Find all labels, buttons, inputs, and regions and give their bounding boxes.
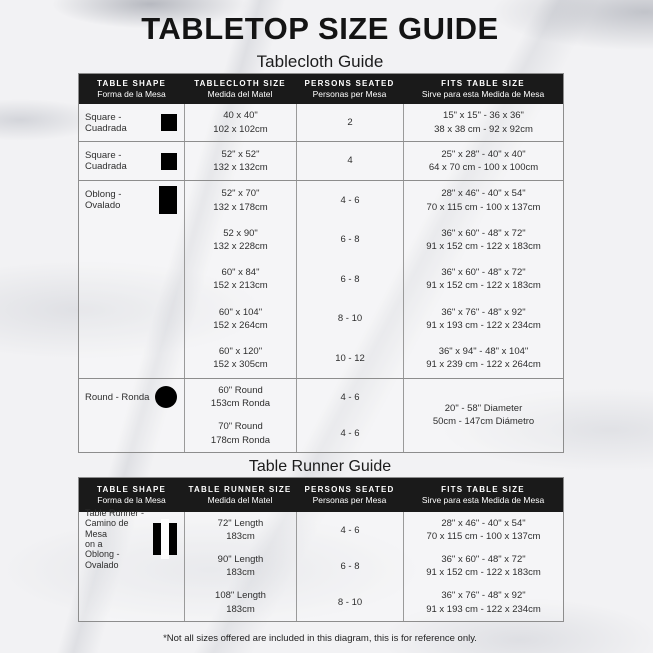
persons-cell: 6 - 8 [296,260,403,299]
table-runner-table [78,477,564,622]
fits-cell [403,260,563,299]
size-inches: 70" Round [218,421,263,433]
shape-cell [79,142,184,180]
header-es: Medida del Matel [207,89,273,99]
size-inches: 90" Length [217,554,264,566]
header-persons-seated [296,74,403,104]
shape-cell [79,181,184,219]
fits-cell [403,104,563,141]
size-inches: 60" x 84" [221,267,260,279]
fits-cell [403,339,563,378]
header-persons-seated [296,478,403,512]
fits-cm: 70 x 115 cm - 100 x 137cm [426,201,541,213]
header-en: TABLE SHAPE [96,485,167,494]
fits-cell [403,548,563,584]
persons-cell: 4 [296,142,403,180]
fits-cell [403,142,563,180]
header-en: FITS TABLE SIZE [441,485,525,494]
header-fits-table-size [403,74,563,104]
size-inches: 52" x 70" [221,188,260,200]
tablecloth-table [78,73,564,453]
section-square-1 [79,104,563,141]
page-title: TABLETOP SIZE GUIDE [141,11,499,46]
persons-cell: 8 - 10 [296,585,403,621]
shape-label-line: Oblong - Ovalado [85,549,120,570]
fits-inches: 36" x 60" - 48" x 72" [441,554,526,566]
size-cm: 178cm Ronda [210,434,271,446]
header-en: PERSONS SEATED [304,79,395,88]
fits-cm: 91 x 239 cm - 122 x 264cm [426,359,541,371]
header-es: Forma de la Mesa [97,495,166,505]
fits-cm: 91 x 193 cm - 122 x 234cm [426,319,541,331]
size-inches: 108" Length [215,590,266,602]
shape-label-line: Camino de Mesa [85,518,129,539]
table-runner-guide-heading: Table Runner Guide [248,458,392,475]
persons-cell: 10 - 12 [296,339,403,378]
size-cell [184,142,296,180]
shape-label: Oblong - Ovalado [85,189,122,211]
size-inches: 60" x 104" [218,306,263,318]
oblong-rectangle-icon [159,186,177,214]
size-cm: 152 x 264cm [213,319,268,331]
fits-cm: 91 x 152 cm - 122 x 183cm [426,280,541,292]
fits-cell [403,181,563,220]
header-es: Sirve para esta Medida de Mesa [421,89,545,99]
shape-label: Round - Ronda [85,391,150,403]
size-cell [184,104,296,141]
fits-inches: 28" x 46" - 40" x 54" [441,517,526,529]
section-table-runner [79,507,563,621]
section-oblong [79,180,563,378]
fits-inches: 28" x 46" - 40" x 54" [441,188,526,200]
header-es: Personas per Mesa [312,89,387,99]
size-cell [184,260,296,299]
persons-cell: 4 - 6 [296,415,403,452]
tablecloth-guide-heading: Tablecloth Guide [256,52,384,71]
section-square-2 [79,141,563,180]
runner-stripe-shape [161,519,169,559]
header-es: Medida del Matel [207,495,273,505]
persons-cell: 4 - 6 [296,181,403,220]
header-table-shape [79,74,184,104]
shape-label-line: on a [85,539,103,549]
size-cell [184,181,296,220]
size-cell [184,512,296,548]
fits-inches: 36" x 60" - 48" x 72" [441,267,526,279]
shape-cell [79,379,184,416]
shape-label: Square - Cuadrada [85,150,127,172]
header-es: Personas per Mesa [312,495,387,505]
header-fits-table-size [403,478,563,512]
fits-cm: 70 x 115 cm - 100 x 137cm [426,531,541,543]
fits-inches: 36" x 76" - 48" x 92" [441,306,526,318]
size-inches: 40 x 40" [223,110,258,122]
fits-cm: 91 x 152 cm - 122 x 183cm [426,567,541,579]
size-cell [184,339,296,378]
size-cm: 183cm [226,567,255,579]
circle-icon [155,386,177,408]
fits-cell-merged [403,379,563,452]
tablecloth-table-header-row [79,74,563,104]
header-es: Forma de la Mesa [97,89,166,99]
square-icon [161,153,177,170]
fits-inches: 36" x 76" - 48" x 92" [441,590,526,602]
header-table-shape [79,478,184,512]
persons-cell: 4 - 6 [296,512,403,548]
fits-inches: 36" x 60" - 48" x 72" [441,227,526,239]
fits-cm: 38 x 38 cm - 92 x 92cm [434,123,533,135]
shape-cell [79,104,184,141]
fits-inches: 20" - 58" Diameter [444,403,523,415]
size-inches: 60" Round [218,384,263,396]
size-cm: 152 x 305cm [213,359,268,371]
fits-cell [403,299,563,338]
fits-cell [403,220,563,259]
shape-cell [79,507,184,570]
fits-cm: 91 x 152 cm - 122 x 183cm [426,241,541,253]
size-cell [184,415,296,452]
size-cell [184,220,296,259]
runner-table-header-row [79,478,563,512]
header-tablecloth-size [184,74,296,104]
size-cm: 132 x 178cm [213,201,268,213]
persons-cell: 6 - 8 [296,548,403,584]
fits-cm: 91 x 193 cm - 122 x 234cm [426,603,541,615]
fits-inches: 25" x 28" - 40" x 40" [441,148,526,160]
size-inches: 52" x 52" [221,148,260,160]
size-cm: 102 x 102cm [213,123,268,135]
fits-cm: 50cm - 147cm Diámetro [432,416,535,428]
persons-cell: 4 - 6 [296,379,403,416]
size-inches: 72" Length [217,517,264,529]
persons-cell: 6 - 8 [296,220,403,259]
size-cm: 152 x 213cm [213,280,268,292]
size-cm: 183cm [226,603,255,615]
section-round [79,378,563,452]
size-cm: 132 x 228cm [213,241,268,253]
square-icon [161,114,177,131]
persons-cell: 8 - 10 [296,299,403,338]
fits-cell [403,512,563,548]
header-en: TABLE RUNNER SIZE [188,485,292,494]
persons-cell: 2 [296,104,403,141]
fits-inches: 15" x 15" - 36 x 36" [443,110,524,122]
size-cell [184,299,296,338]
header-en: PERSONS SEATED [304,485,395,494]
size-cm: 153cm Ronda [210,398,271,410]
fits-cm: 64 x 70 cm - 100 x 100cm [428,162,539,173]
size-cell [184,379,296,416]
size-inches: 60" x 120" [218,345,263,357]
footnote: *Not all sizes offered are included in this diagram, this is for reference only. [163,633,477,644]
shape-label-line: Table Runner - [85,507,145,518]
size-inches: 52 x 90" [223,227,258,239]
table-runner-icon [153,519,177,559]
header-table-runner-size [184,478,296,512]
size-cell [184,585,296,621]
size-cell [184,548,296,584]
shape-label [85,508,153,570]
header-en: TABLECLOTH SIZE [194,79,286,88]
size-cm: 183cm [226,531,255,543]
header-en: TABLE SHAPE [96,79,167,88]
header-es: Sirve para esta Medida de Mesa [421,495,545,505]
size-cm: 132 x 132cm [213,162,268,173]
fits-inches: 36" x 94" - 48" x 104" [438,345,529,357]
shape-label: Square - Cuadrada [85,111,127,134]
fits-cell [403,585,563,621]
header-en: FITS TABLE SIZE [441,79,525,88]
